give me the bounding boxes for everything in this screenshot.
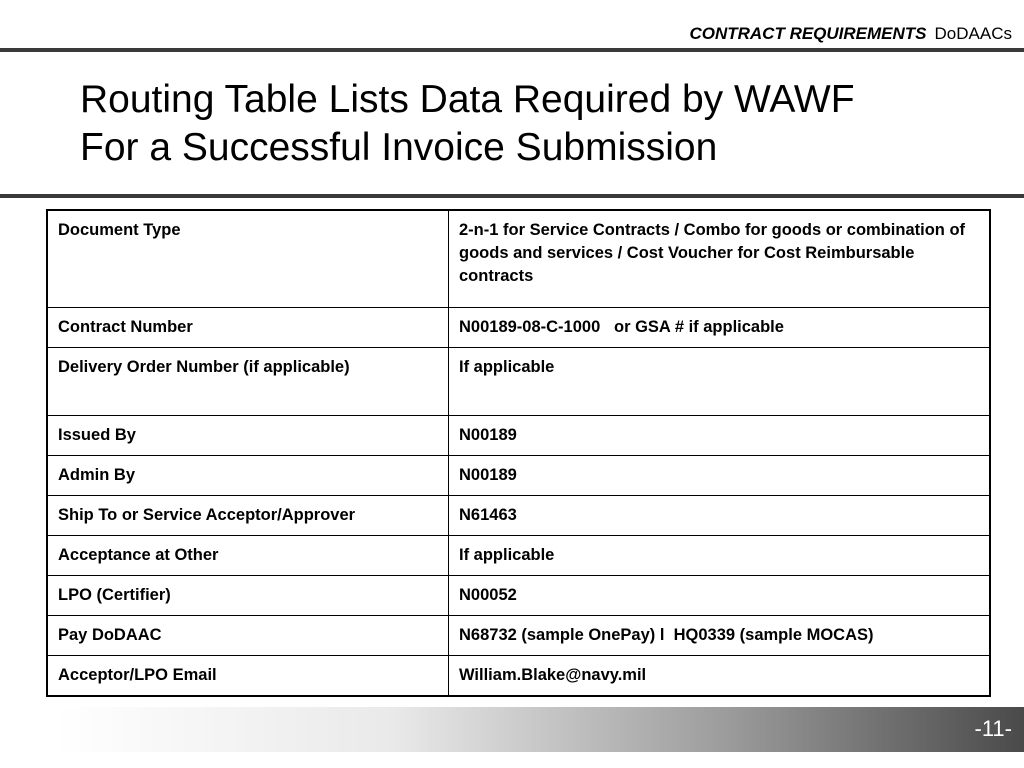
routing-table (46, 209, 991, 697)
row-value: N00189 (449, 455, 991, 495)
table-row (47, 655, 990, 696)
slide-title (80, 76, 980, 172)
title-line-2: For a Successful Invoice Submission (80, 126, 718, 169)
title-line-1: Routing Table Lists Data Required by WAWF (80, 78, 855, 121)
table-row (47, 210, 990, 307)
page-number: -11- (974, 716, 1012, 741)
row-value: William.Blake@navy.mil (449, 655, 991, 696)
table-row (47, 615, 990, 655)
row-label: Pay DoDAAC (47, 615, 449, 655)
table-row (47, 307, 990, 347)
table-row (47, 495, 990, 535)
footer-bar (55, 707, 1024, 752)
header-section: CONTRACT REQUIREMENTS (689, 24, 927, 43)
row-value: N68732 (sample OnePay) l HQ0339 (sample MOCAS) (449, 615, 991, 655)
table-row (47, 535, 990, 575)
slide-header (0, 0, 1024, 52)
table-row (47, 347, 990, 415)
row-label: Document Type (47, 210, 449, 307)
row-label: Acceptance at Other (47, 535, 449, 575)
row-value: If applicable (449, 535, 991, 575)
table-row (47, 455, 990, 495)
table-row (47, 415, 990, 455)
table-row (47, 575, 990, 615)
row-value: If applicable (449, 347, 991, 415)
title-divider (0, 194, 1024, 198)
row-value: N00189-08-C-1000 or GSA # if applicable (449, 307, 991, 347)
row-label: Issued By (47, 415, 449, 455)
row-value: 2-n-1 for Service Contracts / Combo for goods or combination of goods and services / Cost Voucher for Cost Reimbursable contracts (449, 210, 991, 307)
row-value: N61463 (449, 495, 991, 535)
row-label: Admin By (47, 455, 449, 495)
header-topic: DoDAACs (934, 24, 1012, 43)
row-label: LPO (Certifier) (47, 575, 449, 615)
row-label: Ship To or Service Acceptor/Approver (47, 495, 449, 535)
row-value: N00189 (449, 415, 991, 455)
header-divider (0, 48, 1024, 52)
header-label (689, 24, 1012, 44)
row-label: Acceptor/LPO Email (47, 655, 449, 696)
row-label: Contract Number (47, 307, 449, 347)
row-value: N00052 (449, 575, 991, 615)
row-label: Delivery Order Number (if applicable) (47, 347, 449, 415)
